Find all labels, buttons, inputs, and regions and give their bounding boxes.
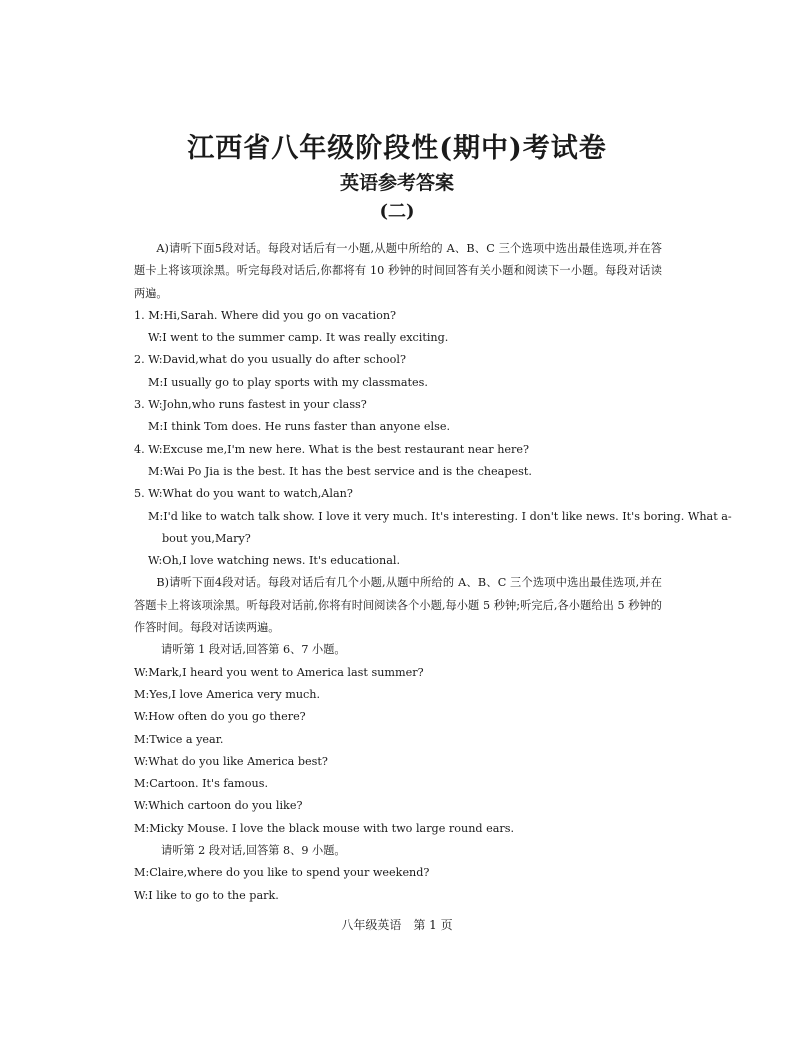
dialogue-line: M:Cartoon. It's famous.	[134, 777, 269, 791]
dialogue-intro: 请听第 2 段对话,回答第 8、9 小题。	[161, 844, 346, 858]
dialogue-line: 2. W:David,what do you usually do after school?	[134, 353, 406, 367]
dialogue-line: W:Which cartoon do you like?	[134, 799, 303, 813]
dialogue-line: M:Twice a year.	[134, 732, 224, 746]
dialogue-line: bout you,Mary?	[162, 531, 251, 545]
answer-body	[134, 238, 732, 907]
dialogue-line: M:Yes,I love America very much.	[134, 687, 321, 701]
dialogue-line: M:I usually go to play sports with my classmates.	[148, 375, 428, 389]
dialogue-line: W:I like to go to the park.	[134, 888, 279, 902]
dialogue-line: 3. W:John,who runs fastest in your class?	[134, 398, 367, 412]
dialogue-line: M:Micky Mouse. I love the black mouse with two large round ears.	[134, 821, 515, 835]
volume-number: (二)	[379, 201, 415, 222]
dialogue-line: W:I went to the summer camp. It was really exciting.	[148, 331, 449, 345]
dialogue-line: W:Mark,I heard you went to America last summer?	[134, 665, 424, 679]
dialogue-line: 4. W:Excuse me,I'm new here. What is the best restaurant near here?	[134, 442, 530, 456]
dialogue-line: M:I'd like to watch talk show. I love it very much. It's interesting. I don't like news. It's boring. What a-	[148, 509, 732, 523]
section-a-instructions: A)请听下面5段对话。每段对话后有一小题,从题中所给的 A、B、C 三个选项中选出最佳选项,并在答题卡上将该项涂黑。听完每段对话后,你都将有 10 秒钟的时间回答有关小题和阅读下一小题。每段对话读两遍。	[134, 242, 662, 300]
section-b-instructions: B)请听下面4段对话。每段对话后有几个小题,从题中所给的 A、B、C 三个选项中选出最佳选项,并在答题卡上将该项涂黑。听每段对话前,你将有时间阅读各个小题,每小题 5 秒钟;听完后,各小题给出 5 秒钟的作答时间。每段对话读两遍。	[134, 576, 662, 635]
dialogue-line: 1. M:Hi,Sarah. Where did you go on vacation?	[134, 308, 397, 322]
dialogue-line: W:How often do you go there?	[134, 710, 306, 724]
dialogue-line: W:What do you like America best?	[134, 754, 328, 768]
page-subtitle: 英语参考答案	[339, 172, 454, 194]
dialogue-line: M:Claire,where do you like to spend your weekend?	[134, 866, 430, 880]
dialogue-line: M:Wai Po Jia is the best. It has the best service and is the cheapest.	[148, 464, 532, 478]
dialogue-intro: 请听第 1 段对话,回答第 6、7 小题。	[161, 643, 346, 657]
page-title: 江西省八年级阶段性(期中)考试卷	[187, 133, 607, 164]
dialogue-line: 5. W:What do you want to watch,Alan?	[134, 487, 353, 501]
page-footer: 八年级英语 第 1 页	[341, 918, 453, 932]
dialogue-line: W:Oh,I love watching news. It's educational.	[148, 554, 401, 568]
dialogue-line: M:I think Tom does. He runs faster than anyone else.	[148, 420, 451, 434]
